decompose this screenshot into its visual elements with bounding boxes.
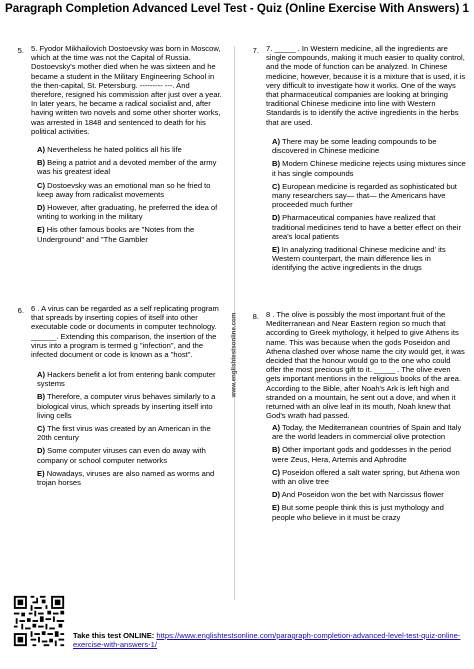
option-letter: C) <box>272 467 281 477</box>
option-letter: A) <box>37 370 46 379</box>
option-letter: D) <box>37 446 46 456</box>
option-letter: D) <box>272 490 281 500</box>
option-text: Pharmaceutical companies have realized that traditional medicines tend to have a better effect on their area's local patients <box>272 213 461 241</box>
question-number: 8. <box>252 312 259 321</box>
option-letter: B) <box>272 159 281 169</box>
option-list <box>37 145 223 248</box>
option-d[interactable] <box>37 446 223 464</box>
question-text: 7. _____ . In Western medicine, all the ingredients are single compounds, making it much easier to quality control, and the mode of function can be analyzed. In Chinese medicine, however, because it is a mixture that is used, it is very difficult to investigate how it works. One of the ways that pharmaceutical companies are looking at bringing traditional Chinese medicine into line with Western Standards is to identify the active ingredients in the herbs that are used. <box>266 44 466 127</box>
option-text: Dostoevsky was an emotional man so he fried to keep away from radicalist movements <box>37 180 211 199</box>
option-c[interactable] <box>272 468 467 486</box>
option-text: European medicine is regarded as sophisticated but many researchers say— that— the Americans have proceeded much further <box>272 181 457 210</box>
option-text: Poseidon offered a salt water spring, but Athena won with an olive tree <box>272 467 460 487</box>
option-d[interactable] <box>272 490 467 499</box>
option-d[interactable] <box>272 213 467 241</box>
option-letter: B) <box>37 392 46 402</box>
option-text: His other famous books are "Notes from the Underground" and "The Gambler <box>37 225 195 244</box>
option-text: And Poseidon won the bet with Narcissus flower <box>281 490 444 500</box>
question-number: 5. <box>17 46 24 55</box>
question-number: 7. <box>252 46 259 55</box>
option-letter: C) <box>37 180 46 190</box>
option-letter: C) <box>272 181 281 191</box>
option-b[interactable] <box>272 159 467 177</box>
option-list <box>37 370 223 491</box>
option-e[interactable] <box>272 245 467 273</box>
option-letter: A) <box>37 145 46 154</box>
option-d[interactable] <box>37 203 223 221</box>
question-number: 6. <box>17 306 24 315</box>
option-text: Therefore, a computer virus behaves similarly to a biological virus, which spreads by inserting itself into living cells <box>37 392 216 420</box>
option-letter: E) <box>272 503 280 513</box>
option-letter: E) <box>272 245 280 255</box>
option-text: There may be some leading compounds to be discovered in Chinese medicine <box>272 137 437 156</box>
option-a[interactable] <box>272 423 467 441</box>
option-letter: D) <box>37 203 46 213</box>
option-c[interactable] <box>272 182 467 210</box>
option-list <box>272 423 467 526</box>
option-c[interactable] <box>37 424 223 442</box>
option-letter: B) <box>272 445 281 455</box>
footer <box>73 631 468 649</box>
site-watermark: www.englishtestsonline.com <box>230 312 238 398</box>
option-letter: E) <box>37 225 45 235</box>
option-b[interactable] <box>272 445 467 463</box>
option-letter: A) <box>272 423 281 432</box>
option-e[interactable] <box>272 503 467 521</box>
question-text: 5. Fyodor Mikhailovich Dostoevsky was born in Moscow, which at the time was not the Capital of Russia. Dostoevsky's mother died when he was sixteen and he became a student in the Military Engineering School in the then-capital, St. Petersburg. --------- ---. And therefore, resigned his commission after just over a year. In later years, he became a radical socialist and, after having written two novels and some other shorter works, was arrested in 1848 and sentenced to death for his political activities. <box>31 44 222 136</box>
option-text: Today, the Mediterranean countries of Spain and Italy are the world leaders in commercial olive protection <box>272 423 462 442</box>
option-letter: D) <box>272 213 281 223</box>
option-letter: E) <box>37 468 45 478</box>
option-text: Nevertheless he hated politics all his life <box>47 145 182 154</box>
option-text: However, after graduating, he preferred the idea of writing to working in the military <box>37 203 218 222</box>
option-b[interactable] <box>37 392 223 420</box>
option-a[interactable] <box>272 137 467 155</box>
option-b[interactable] <box>37 158 223 176</box>
option-list <box>272 137 467 277</box>
option-e[interactable] <box>37 469 223 487</box>
option-text: But some people think this is just mythology and people who believe in it must be crazy <box>272 503 444 522</box>
option-a[interactable] <box>37 145 223 154</box>
option-text: Modern Chinese medicine rejects using mixtures since it has single compounds <box>272 159 466 178</box>
footer-label: Take this test ONLINE: <box>73 631 155 640</box>
option-letter: B) <box>37 158 46 168</box>
question-text: 8 . The olive is possibly the most important fruit of the Mediterranean and Near Eastern region so much that according to Greek mythology, it helped to give Athens its name. This was because when the gods Poseidon and Athena clashed over whose name the city would get, it was decided that the honour would go to the one who could offer the most precious gift to it. _____ . The olive even gets important mentions in the religious books of the area. According to the Bible, after Noah's Ark is left high and stranded on a mountain, he sent out a dove, and when it returned with an olive leaf in its mouth, Noah knew that God's wrath had passed. <box>266 310 465 421</box>
option-text: Other important gods and goddesses in the period were Zeus, Hera, Artemis and Aphrodite <box>272 445 451 464</box>
option-text: The first virus was created by an American in the 20th century <box>37 424 211 443</box>
option-e[interactable] <box>37 225 223 243</box>
qr-code-icon[interactable] <box>12 594 66 648</box>
option-a[interactable] <box>37 370 223 388</box>
option-text: Nowadays, viruses are also named as worms and trojan horses <box>37 468 215 488</box>
option-text: In analyzing traditional Chinese medicine and' its Western counterpart, the main difference lies in identifying the active ingredients in the drugs <box>272 245 446 273</box>
option-c[interactable] <box>37 181 223 199</box>
page-title: Paragraph Completion Advanced Level Test - Quiz (Online Exercise With Answers) 1 <box>5 2 469 15</box>
question-text: 6 . A virus can be regarded as a self replicating program that spreads by inserting copies of itself into other executable code or documents in computer technology. ______. Extending this comparison, the insertion of the virus into a program is termed g "infection", and the infected document or code is known as a "host". <box>31 304 219 360</box>
option-text: Hackers benefit a lot from entering bank computer systems <box>37 370 216 389</box>
option-text: Being a patriot and a devoted member of the army was his greatest ideal <box>37 158 217 177</box>
option-letter: A) <box>272 137 281 146</box>
option-text: Some computer viruses can even do away with company or school computer networks <box>37 446 206 465</box>
option-letter: C) <box>37 424 46 434</box>
test-link[interactable]: https://www.englishtestsonline.com/paragraph-completion-advanced-level-test-quiz-online-exercise-with-answers-1/ <box>73 631 461 650</box>
